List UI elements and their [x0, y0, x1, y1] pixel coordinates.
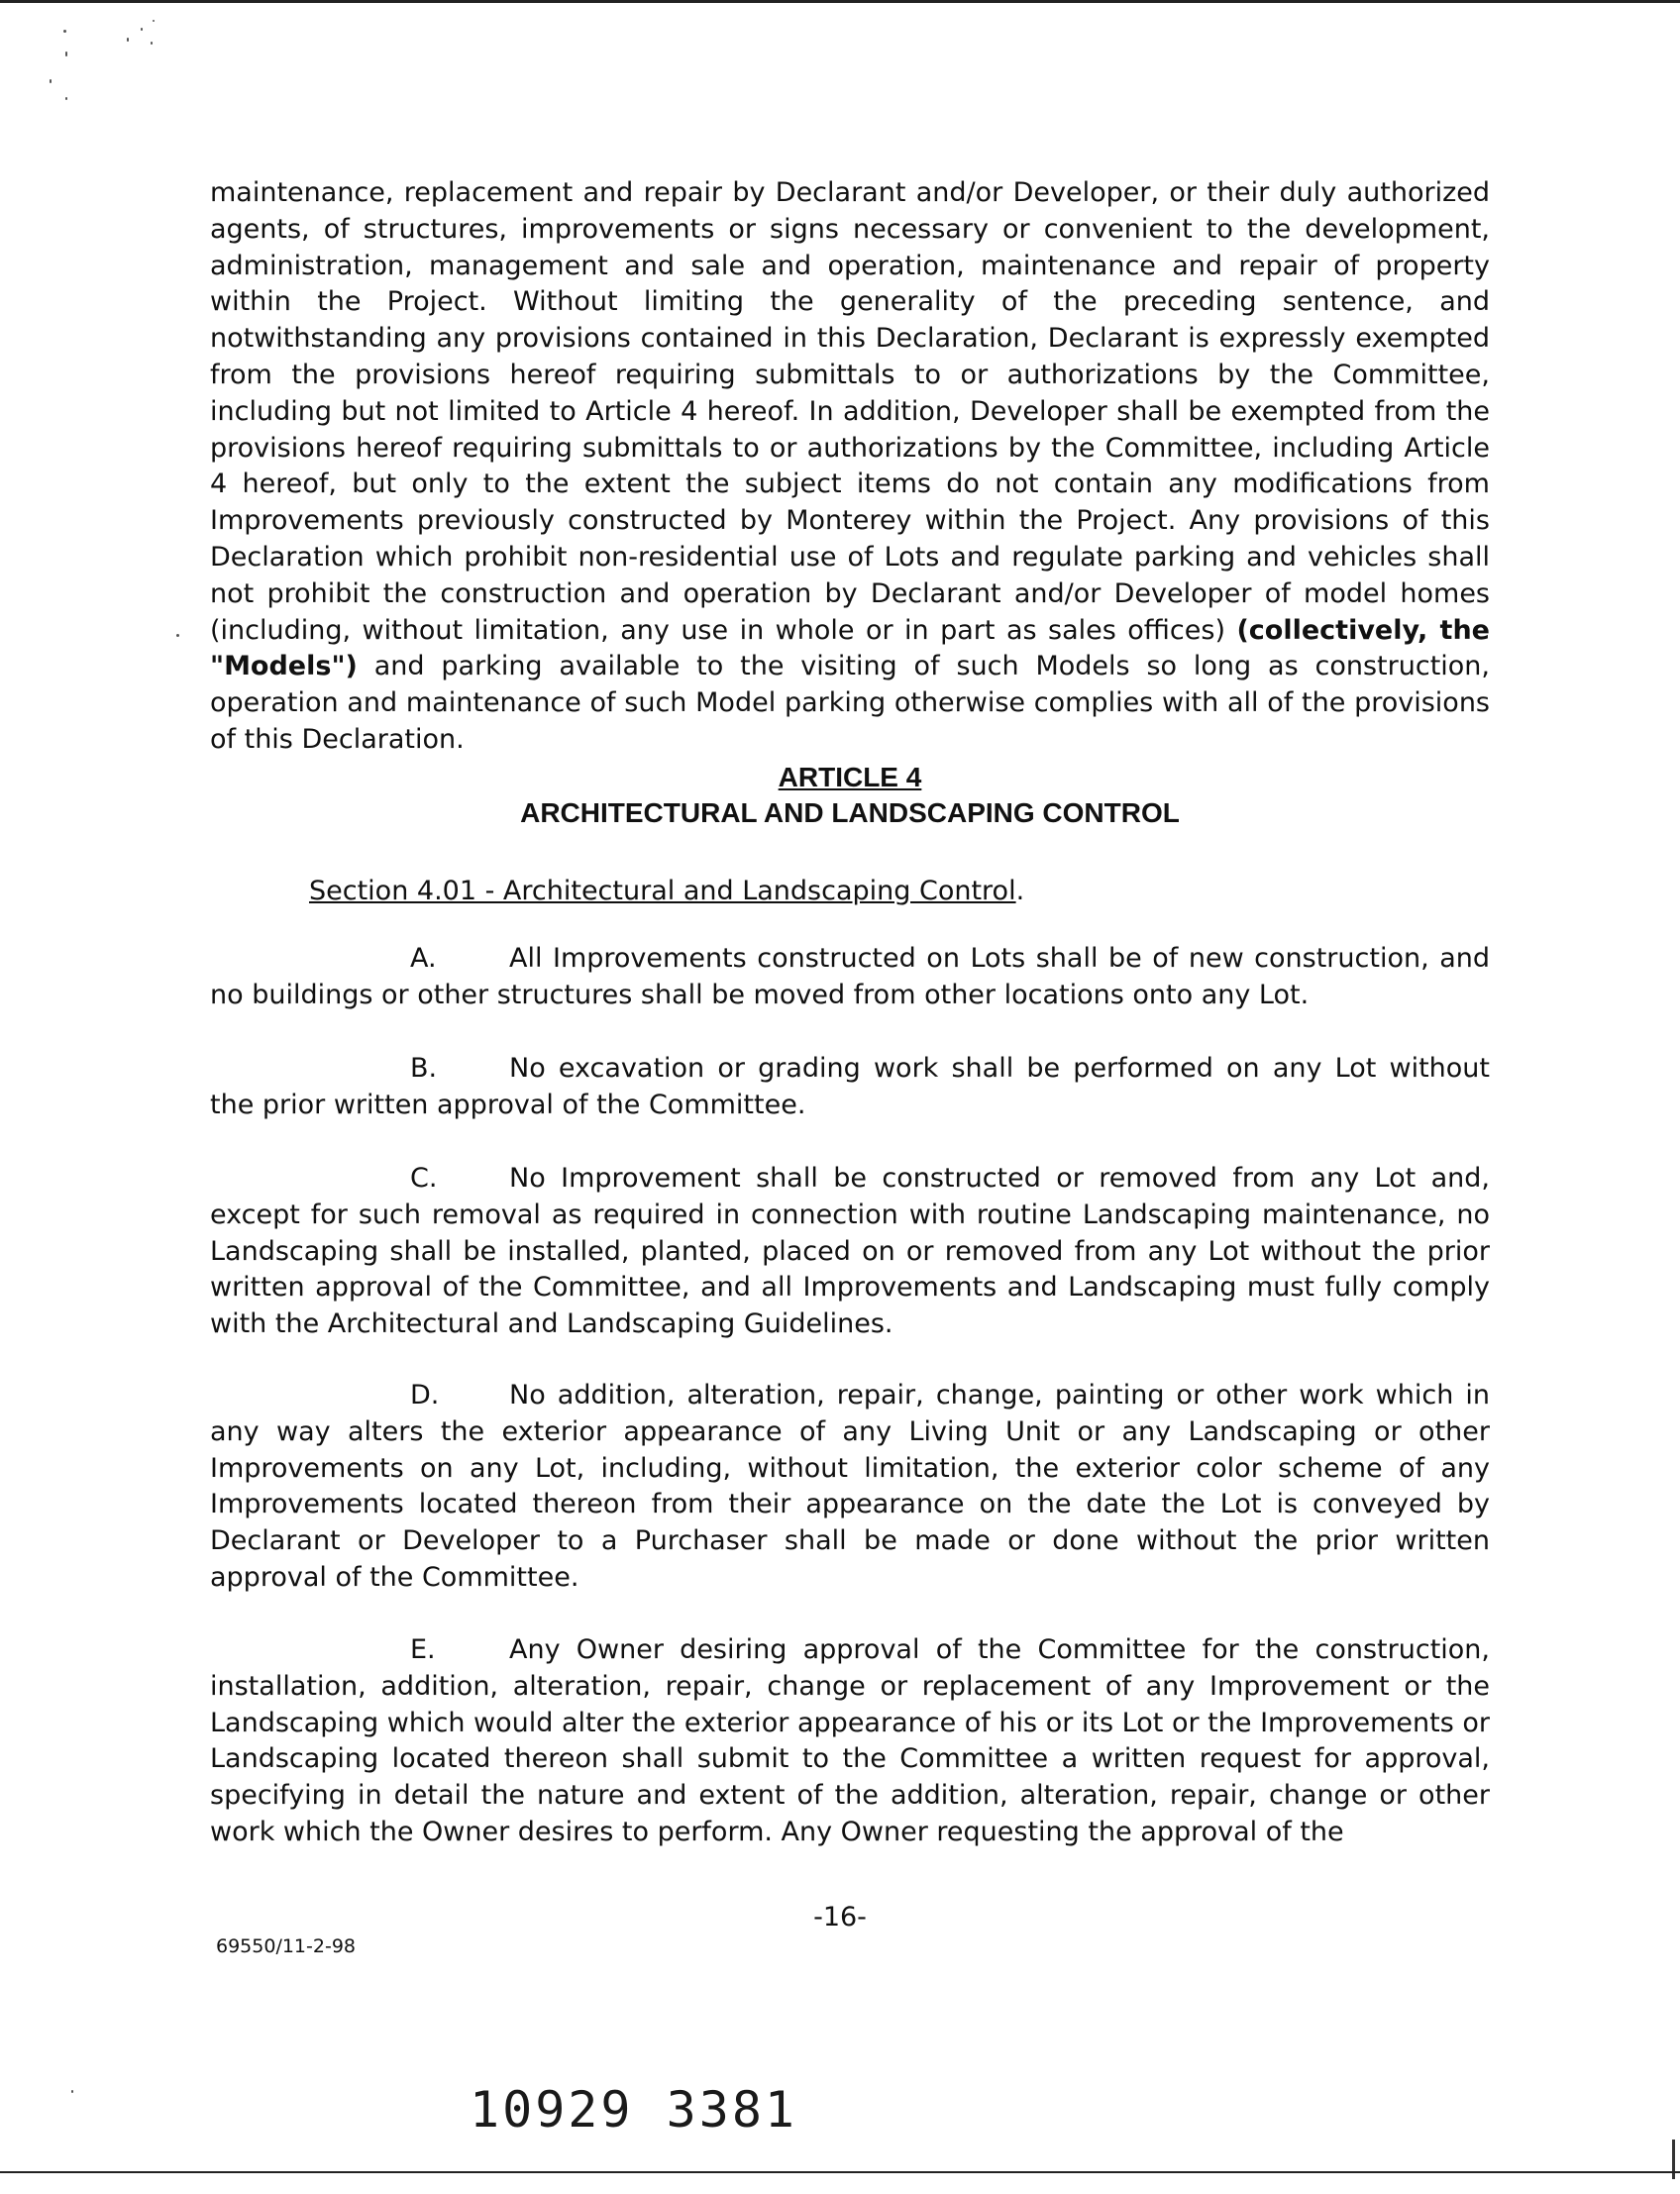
list-item	[210, 1632, 1490, 1851]
item-letter: C.	[410, 1163, 438, 1194]
section-title-text: Section 4.01 - Architectural and Landscaping Control	[309, 876, 1016, 906]
bottom-border	[0, 2171, 1680, 2173]
margin-speck	[71, 2090, 73, 2093]
item-text: Any Owner desiring approval of the Committee for the construction, installation, addition, alteration, repair, change or replacement of any Improvement or the Landscaping which would alter the exterior appearance of his or its Lot or the Improvements or Landscaping located thereon shall submit to the Committee a written request for approval, specifying in detail the nature and extent of the addition, alteration, repair, change or other work which the Owner desires to perform. Any Owner requesting the approval of the	[210, 1634, 1490, 1847]
item-letter: D.	[410, 1380, 440, 1410]
intro-paragraph	[210, 175, 1490, 759]
item-letter: A.	[410, 943, 437, 974]
intro-text: maintenance, replacement and repair by Declarant and/or Developer, or their duly authorized agents, of structures, improvements or signs necessary or convenient to the development, administration, management and sale and operation, maintenance and repair of property within the Project. Without limiting the generality of the preceding sentence, and notwithstanding any provisions contained in this Declaration, Declarant is expressly exempted from the provisions hereof requiring submittals to or authorizations by the Committee, including but not limited to Article 4 hereof. In addition, Developer shall be exempted from the provisions hereof requiring submittals to or authorizations by the Committee, including Article 4 hereof, but only to the extent the subject items do not contain any modifications from Improvements previously constructed by Monterey within the Project. Any provisions of this Declaration which prohibit non-residential use of Lots and regulate parking and vehicles shall not prohibit the construction and operation by Declarant and/or Developer of model homes (including, without limitation, any use in whole or in part as sales offices)	[210, 177, 1490, 646]
top-border	[0, 0, 1680, 3]
section-title-period: .	[1015, 876, 1025, 906]
list-item	[210, 1378, 1490, 1597]
models-defined-term: (collectively, the "Models")	[210, 614, 1490, 682]
item-letter: B.	[410, 1053, 438, 1084]
intro-tail: and parking available to the visiting of such Models so long as construction, operation and maintenance of such Model parking otherwise complies with all of the provisions of this Declaration.	[210, 651, 1490, 755]
recording-stamp: 10929 3381	[470, 2081, 798, 2139]
page-number: -16-	[813, 1902, 867, 1933]
item-text: No excavation or grading work shall be performed on any Lot without the prior written approval of the Committee.	[210, 1053, 1490, 1120]
list-item	[210, 1161, 1490, 1343]
section-title	[309, 874, 1024, 909]
document-code: 69550/11-2-98	[216, 1935, 356, 1957]
item-text: All Improvements constructed on Lots shall be of new construction, and no buildings or other structures shall be moved from other locations onto any Lot.	[210, 943, 1490, 1010]
item-text: No addition, alteration, repair, change, painting or other work which in any way alters the exterior appearance of any Living Unit or any Landscaping or other Improvements on any Lot, including, without limitation, the exterior color scheme of any Improvements located thereon from their appearance on the date the Lot is conveyed by Declarant or Developer to a Purchaser shall be made or done without the prior written approval of the Committee.	[210, 1380, 1490, 1593]
scan-artifacts	[48, 12, 166, 101]
list-item	[210, 941, 1490, 1014]
item-text: No Improvement shall be constructed or removed from any Lot and, except for such removal as required in connection with routine Landscaping maintenance, no Landscaping shall be installed, planted, placed on or removed from any Lot without the prior written approval of the Committee, and all Improvements and Landscaping must fully comply with the Architectural and Landscaping Guidelines.	[210, 1163, 1490, 1340]
item-letter: E.	[410, 1634, 436, 1665]
article-number: ARTICLE 4	[778, 762, 922, 792]
article-title: ARCHITECTURAL AND LANDSCAPING CONTROL	[520, 797, 1180, 828]
edge-mark	[1672, 2140, 1675, 2179]
margin-speck	[176, 634, 179, 637]
list-item	[210, 1051, 1490, 1124]
